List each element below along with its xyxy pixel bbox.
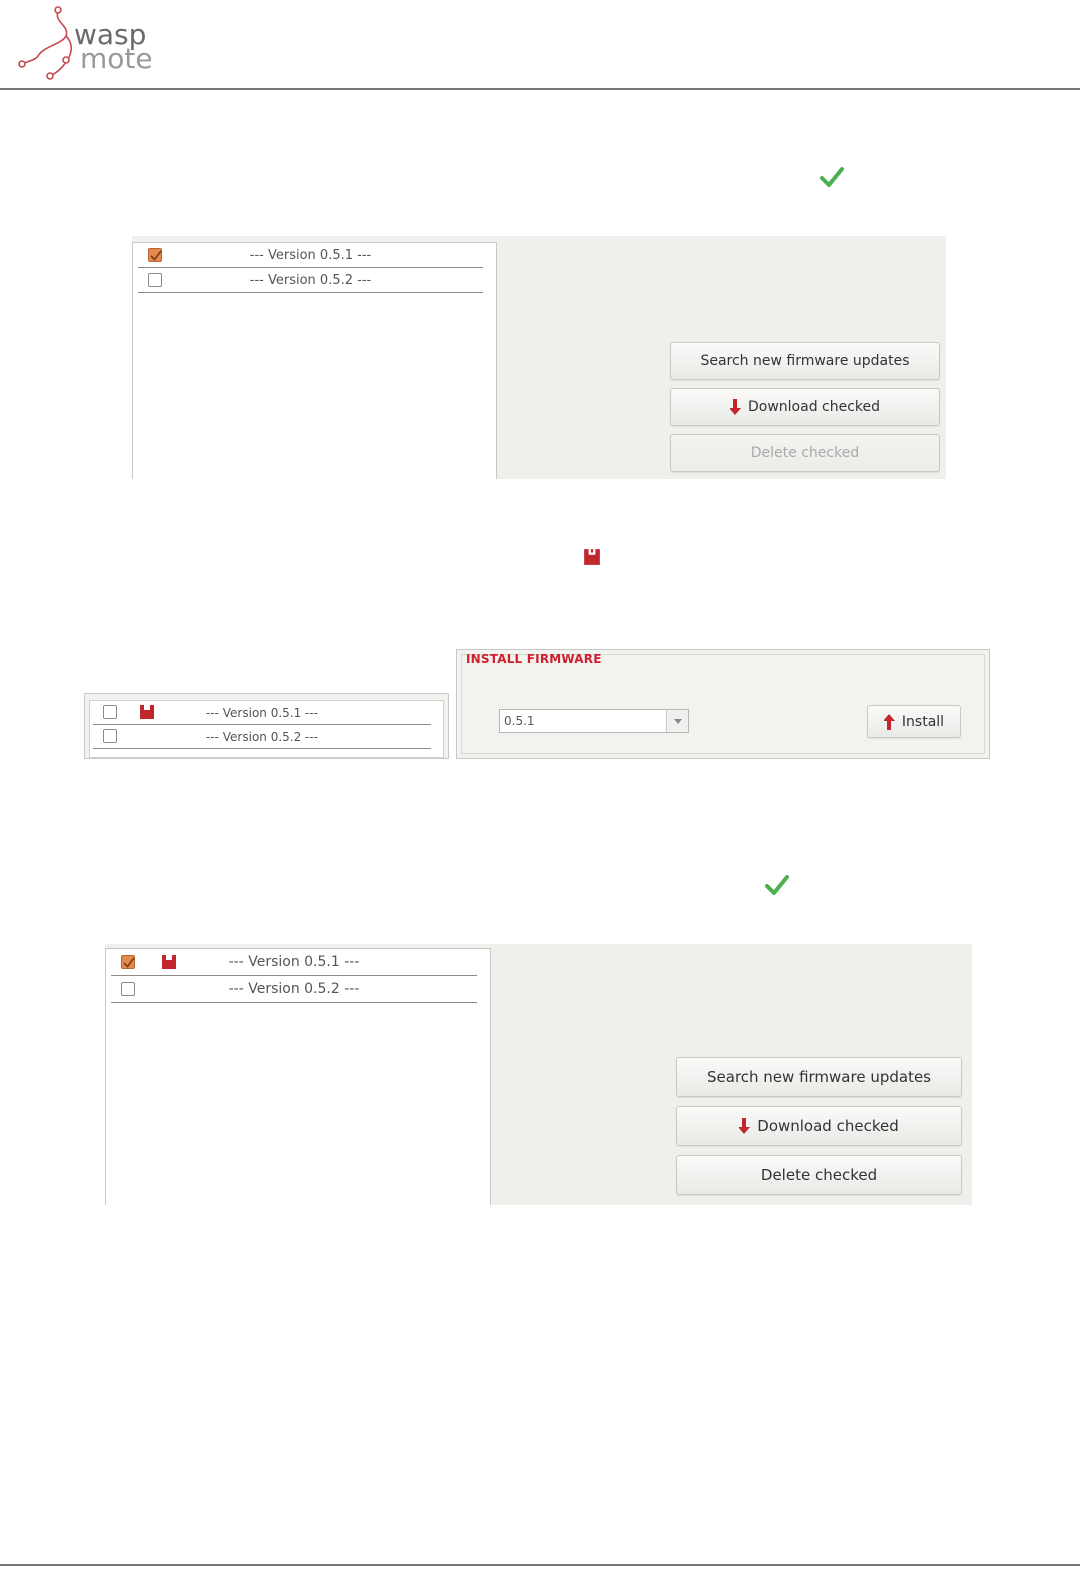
list-item[interactable]	[138, 243, 483, 268]
search-updates-button[interactable]: Search new firmware updates	[670, 342, 940, 380]
download-checked-button[interactable]: Download checked	[676, 1106, 962, 1146]
install-firmware-group	[456, 649, 990, 759]
version-list-2	[84, 693, 449, 759]
search-updates-button[interactable]: Search new firmware updates	[676, 1057, 962, 1097]
firmware-panel-1	[132, 236, 946, 479]
list-item[interactable]	[138, 268, 483, 293]
download-arrow-icon	[730, 399, 742, 415]
firmware-version-select[interactable]: 0.5.1	[499, 709, 689, 733]
floppy-disk-icon	[583, 548, 601, 566]
version-label: --- Version 0.5.1 ---	[228, 954, 360, 970]
firmware-panel-3	[105, 944, 972, 1205]
check-icon	[820, 166, 844, 188]
delete-checked-button[interactable]: Delete checked	[670, 434, 940, 472]
waspmote-logo	[14, 4, 184, 84]
download-checked-button[interactable]: Download checked	[670, 388, 940, 426]
install-button[interactable]: Install	[867, 705, 961, 738]
header-rule	[0, 88, 1080, 90]
list-item[interactable]	[111, 976, 477, 1003]
install-arrow-icon	[884, 714, 896, 730]
list-item[interactable]	[93, 701, 431, 725]
svg-text:wasp: wasp	[74, 18, 147, 51]
version-label: --- Version 0.5.1 ---	[249, 247, 372, 263]
delete-checked-button[interactable]: Delete checked	[676, 1155, 962, 1195]
install-firmware-frame	[461, 654, 985, 754]
version-label: --- Version 0.5.2 ---	[228, 981, 360, 997]
download-arrow-icon	[739, 1118, 751, 1134]
list-item[interactable]	[111, 949, 477, 976]
version-label: --- Version 0.5.2 ---	[205, 729, 319, 744]
footer-rule	[0, 1564, 1080, 1566]
version-label: --- Version 0.5.2 ---	[249, 272, 372, 288]
list-item[interactable]	[93, 725, 431, 749]
chevron-down-icon[interactable]	[666, 710, 688, 732]
version-label: --- Version 0.5.1 ---	[205, 705, 319, 720]
install-firmware-title: INSTALL FIRMWARE	[466, 652, 602, 666]
check-icon	[765, 874, 789, 896]
svg-text:mote: mote	[80, 42, 153, 75]
version-list	[132, 242, 497, 479]
version-list-3	[105, 948, 491, 1205]
